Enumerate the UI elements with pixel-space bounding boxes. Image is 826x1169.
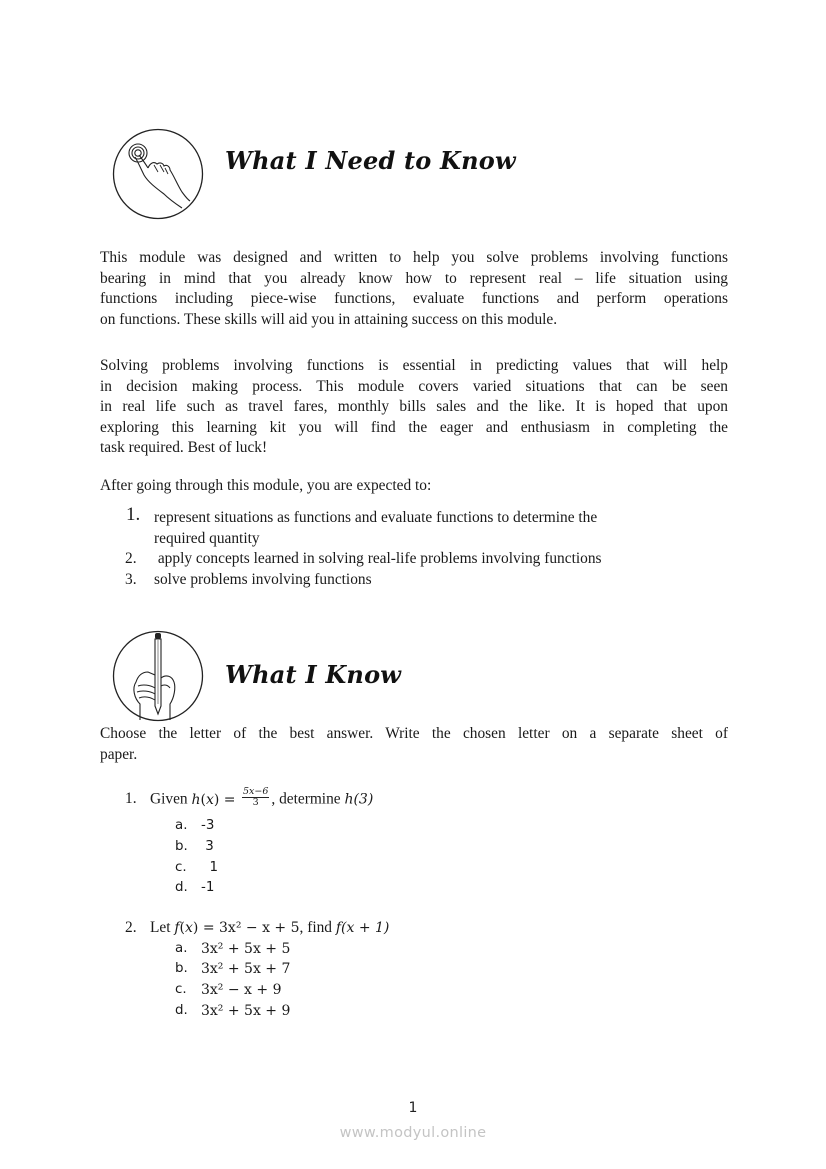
question-stem: [125, 786, 374, 810]
answer-choices: [125, 939, 389, 1022]
paragraph-line: Solving problems involving functions is essential in predicting values that will help: [100, 357, 728, 374]
paragraph-line: This module was designed and written to help you solve problems involving functions: [100, 249, 728, 266]
question-stem: [125, 918, 389, 939]
pointing-hand-icon: [112, 128, 204, 220]
variable: x: [205, 791, 214, 808]
intro-paragraph: [100, 248, 728, 330]
choice-text: -1: [201, 880, 215, 896]
section-title-what-i-know: What I Know: [225, 660, 402, 689]
choice-text: 1: [201, 859, 219, 875]
question-2: [125, 918, 389, 1022]
objectives-intro-text: After going through this module, you are expected to:: [100, 477, 432, 494]
instructions-line: paper.: [100, 745, 138, 763]
function-definition: = 3x² − x + 5: [202, 920, 300, 936]
objective-item: [125, 570, 602, 591]
choice-letter: d.: [175, 880, 188, 896]
variable: x: [185, 920, 193, 936]
choice-b: [175, 837, 373, 858]
hand-holding-pencil-icon: [112, 630, 204, 722]
question-number: 1.: [125, 790, 137, 807]
question-text: Given: [150, 790, 192, 808]
question-text: , find: [299, 919, 336, 936]
page-number: 1: [408, 1100, 418, 1116]
math-expression: h(x) = $\frac{5x-6}{3}$: [191, 786, 269, 808]
objective-text: represent situations as functions and evaluate functions to determine the: [154, 509, 598, 526]
answer-choices: [125, 816, 373, 899]
objective-number: 1.: [126, 504, 141, 525]
objective-item: [125, 504, 602, 549]
paragraph-line: exploring this learning kit you will find the eager and enthusiasm in completing the: [100, 418, 728, 436]
choice-letter: c.: [175, 859, 187, 875]
choice-letter: d.: [175, 1002, 188, 1018]
choice-b: [175, 959, 389, 980]
instructions-line: Choose the letter of the best answer. Write the chosen letter on a separate sheet of: [100, 725, 728, 742]
choice-letter: b.: [175, 961, 188, 977]
question-text: , determine: [271, 790, 345, 808]
choice-d: [175, 1001, 389, 1022]
function-name: h: [191, 791, 201, 808]
choice-letter: c.: [175, 982, 187, 998]
paragraph-line: task required. Best of luck!: [100, 439, 268, 457]
objective-number: 3.: [125, 570, 137, 588]
math-expression: h(3): [344, 791, 374, 808]
question-1: [125, 786, 374, 899]
objective-item: [125, 549, 602, 570]
choice-text: -3: [201, 818, 215, 834]
function-name: f: [174, 920, 180, 936]
choice-text: 3: [201, 838, 214, 854]
objectives-list: [125, 504, 602, 590]
choice-d: [175, 878, 373, 899]
choice-a: [175, 816, 373, 837]
paragraph-line: bearing in mind that you already know how to represent real – life situation using: [100, 269, 728, 287]
math-expression: f(x + 1): [335, 920, 390, 936]
choice-text: 3x² − x + 9: [201, 982, 282, 999]
objective-number: 2.: [125, 550, 137, 568]
choice-c: [175, 858, 373, 879]
objective-text-continued: required quantity: [154, 529, 260, 547]
paragraph-line: in decision making process. This module covers varied situations that can be seen: [100, 377, 728, 395]
choice-text: 3x² + 5x + 9: [201, 1002, 291, 1019]
section-title-what-i-need-to-know: What I Need to Know: [225, 146, 516, 175]
choice-text: 3x² + 5x + 7: [201, 961, 291, 978]
watermark: www.modyul.online: [339, 1125, 487, 1141]
objective-text: solve problems involving functions: [154, 570, 372, 588]
fraction: [242, 787, 269, 808]
math-expression: f(x) = 3x² − x + 5: [174, 920, 300, 936]
choice-a: [175, 939, 389, 960]
purpose-paragraph: [100, 356, 728, 459]
quiz-instructions: [100, 724, 728, 765]
objective-text: apply concepts learned in solving real-life problems involving functions: [154, 550, 602, 568]
question-text: Let: [150, 919, 175, 936]
choice-letter: b.: [175, 838, 188, 854]
fraction-denominator: 3: [252, 797, 259, 808]
paragraph-line: in real life such as travel fares, monthly bills sales and the like. It is hoped that upon: [100, 398, 728, 416]
paragraph-line: on functions. These skills will aid you in attaining success on this module.: [100, 310, 558, 328]
choice-c: [175, 980, 389, 1001]
question-number: 2.: [125, 919, 137, 936]
fraction-numerator: 5x−6: [242, 786, 269, 797]
objectives-intro: [100, 476, 728, 497]
choice-letter: a.: [175, 818, 188, 834]
choice-letter: a.: [175, 940, 188, 956]
paragraph-line: functions including piece-wise functions, evaluate functions and perform operations: [100, 290, 728, 308]
choice-text: 3x² + 5x + 5: [201, 940, 291, 957]
